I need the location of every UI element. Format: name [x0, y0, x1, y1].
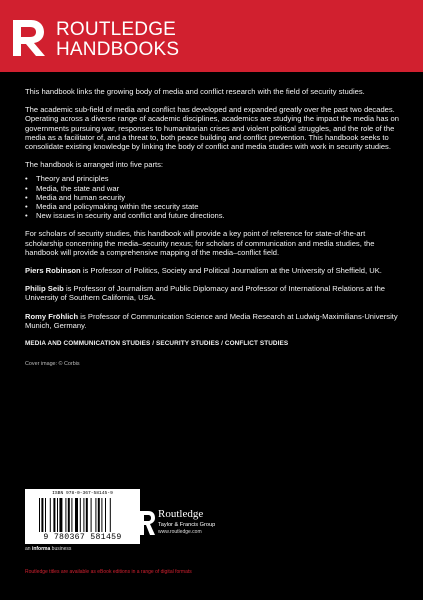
author-description: is Professor of Communication Science and Media Research at Ludwig-Maximilians-University Munich, Germany.: [25, 311, 398, 330]
barcode-icon: [39, 498, 135, 532]
author-bio: [25, 266, 400, 275]
description-paragraph: The academic sub-field of media and conflict has developed and expanded greatly over the past two decades. Operating across a diverse range of academic disciplines, academics are studying the impact the media has on governments pursuing war, responses to humanitarian crises and violent political struggles, and the role of the media as a facilitator of, and a threat to, both peace building and conflict prevention. This handbook seeks to consolidate existing knowledge by linking the body of conflict and media studies with work in security studies.: [25, 105, 399, 152]
subject-categories: MEDIA AND COMMUNICATION STUDIES / SECURITY STUDIES / CONFLICT STUDIES: [25, 340, 289, 348]
author-description: is Professor of Politics, Society and Political Journalism at the University of Sheffield, UK.: [80, 266, 382, 276]
list-item: • Media and policymaking within the security state: [25, 202, 400, 211]
brand-line-1: ROUTLEDGE: [56, 19, 177, 40]
author-name: Romy Fröhlich: [25, 311, 79, 321]
author-name: Philip Seib: [25, 284, 64, 294]
author-name: Piers Robinson: [25, 266, 81, 276]
routledge-publisher-logo-icon: [138, 510, 156, 536]
list-item: • Theory and principles: [25, 174, 400, 183]
header-banner: [0, 0, 423, 72]
isbn-barcode: [25, 489, 140, 544]
ebook-note: Routledge titles are available as eBook editions in a range of digital formats: [25, 569, 192, 575]
intro-paragraph: This handbook links the growing body of media and conflict research with the field of security studies.: [25, 87, 365, 96]
isbn-label: ISBN 978-0-367-58145-9: [52, 491, 113, 496]
parts-list: [25, 174, 400, 220]
informa-brand: informa: [31, 546, 51, 552]
author-bio: [25, 312, 400, 330]
isbn-number: 9 780367 581459: [43, 533, 122, 542]
author-description: is Professor of Journalism and Public Diplomacy and Professor of International Relations at the University of Southern California, USA.: [25, 284, 386, 303]
back-cover-text: [25, 87, 400, 369]
routledge-r-logo-icon: [9, 18, 49, 58]
list-item: • Media, the state and war: [25, 184, 400, 193]
list-item: • New issues in security and conflict and future directions.: [25, 211, 400, 220]
publisher-group: Taylor & Francis Group: [158, 522, 216, 528]
list-item: • Media and human security: [25, 193, 400, 202]
brand-line-2: HANDBOOKS: [56, 39, 180, 60]
scholars-paragraph: For scholars of security studies, this handbook will provide a key point of reference for state-of-the-art scholarship concerning the media–security nexus; for scholars of communication and media studies, the handbook will provide a comprehensive mapping of the media–conflict field.: [25, 229, 375, 257]
author-bio: [25, 284, 400, 302]
cover-credit: Cover image: © Corbis: [25, 361, 80, 368]
informa-business-label: an informa business: [25, 546, 72, 552]
publisher-url: www.routledge.com: [158, 529, 202, 535]
parts-intro: The handbook is arranged into five parts:: [25, 160, 164, 170]
publisher-name: Routledge: [158, 508, 204, 520]
